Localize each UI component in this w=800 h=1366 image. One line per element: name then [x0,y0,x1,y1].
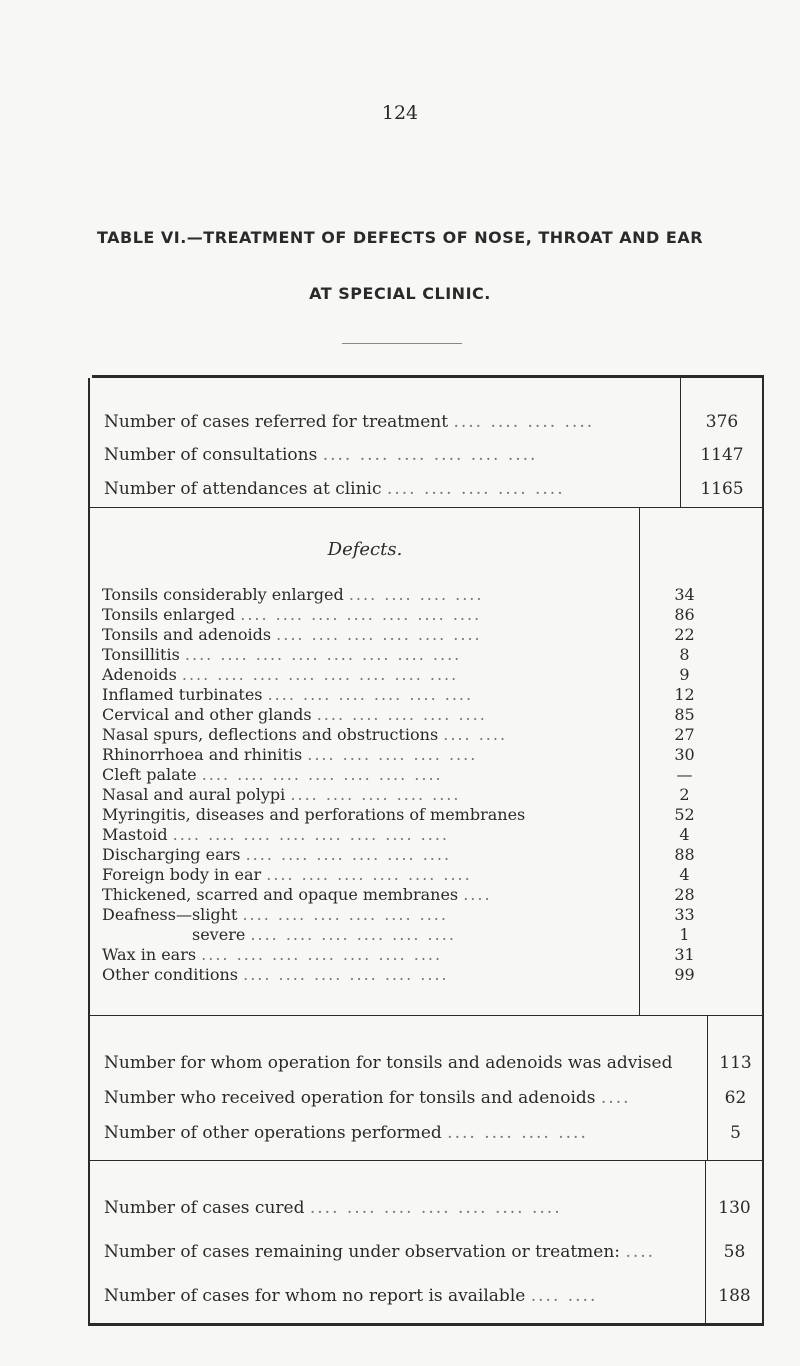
defect-row [90,645,762,665]
defect-row [90,765,762,785]
row-label: Other conditions [102,965,239,984]
row-value: 1165 [700,479,744,499]
row-value: 88 [674,845,695,864]
row-label: Number of other operations performed [104,1123,442,1143]
row-value: 12 [674,685,695,704]
leader-dots: .... .... .... .... .... .... .... [201,945,443,964]
row-label: Number of cases referred for treatment [104,412,449,432]
row-label: Number of consultations [104,445,318,465]
row-label: Wax in ears [102,945,197,964]
leader-dots: .... .... .... .... .... .... [267,685,474,704]
row-label: Tonsillitis [102,645,180,664]
row-value: 130 [718,1198,751,1218]
table-title: TABLE VI.—TREATMENT OF DEFECTS OF NOSE, THROAT AND EAR [96,228,704,247]
defect-row [90,585,762,605]
defect-row [90,745,762,765]
row-value: 30 [674,745,695,764]
leader-dots: .... .... .... .... .... .... .... [309,1198,562,1218]
leader-dots: .... .... .... .... .... .... [250,925,456,944]
leader-dots: .... .... [443,725,508,744]
row-label: Nasal and aural polypi [102,785,286,804]
row-label: Foreign body in ear [102,865,262,884]
row-value: 52 [674,805,695,824]
row-label: Tonsils enlarged [102,605,236,624]
operations-section [88,1016,764,1161]
defect-row [90,685,762,705]
leader-dots: .... .... .... .... .... .... .... .... [181,665,459,684]
row-label: Myringitis, diseases and perforations of membranes [102,805,526,824]
row-value: 4 [679,825,690,844]
row-value: 188 [718,1286,751,1306]
row-label: Thickened, scarred and opaque membranes [102,885,459,904]
defect-row [90,825,762,845]
defect-row [90,925,762,945]
leader-dots: .... .... .... .... .... [386,479,565,499]
leader-dots: .... .... .... .... .... .... .... [201,765,443,784]
defect-row [90,905,762,925]
row-value: 62 [724,1088,747,1108]
leader-dots: .... .... .... .... [453,412,595,432]
defect-row [90,785,762,805]
leader-dots: .... .... .... .... .... .... [243,965,449,984]
row-value: 86 [674,605,695,624]
row-value: — [676,765,693,784]
row-value: 28 [674,885,695,904]
leader-dots: .... .... .... .... .... .... [276,625,482,644]
defect-row [90,965,762,985]
leader-dots: .... .... .... .... .... .... .... [240,605,482,624]
row-value: 1147 [700,445,744,465]
row-value: 31 [674,945,695,964]
row-label: Rhinorrhoea and rhinitis [102,745,303,764]
row-label: Number of cases for whom no report is available [104,1286,526,1306]
table-subtitle: AT SPECIAL CLINIC. [309,284,491,303]
row-label: Discharging ears [102,845,241,864]
row-value: 1 [679,925,690,944]
leader-dots: .... .... .... .... .... [316,705,487,724]
row-label: Adenoids [102,665,177,684]
defect-row [90,705,762,725]
row-label: Number for whom operation for tonsils and adenoids was advised [104,1053,673,1073]
leader-dots: .... [463,885,492,904]
row-value: 27 [674,725,695,744]
leader-dots: .... .... .... .... .... [307,745,478,764]
row-value: 113 [719,1053,752,1073]
leader-dots: .... .... .... .... .... [290,785,461,804]
row-value: 9 [679,665,690,684]
row-value: 5 [730,1123,741,1143]
row-value: 99 [674,965,695,984]
defect-row [90,725,762,745]
defects-section [88,508,764,1016]
row-label: Number of cases remaining under observation or treatmen: [104,1242,621,1262]
page-number: 124 [381,102,419,124]
row-value: 85 [674,705,695,724]
row-label: severe [192,925,246,944]
row-label: Inflamed turbinates [102,685,263,704]
leader-dots: .... .... .... .... .... .... [266,865,472,884]
defect-row [90,945,762,965]
row-value: 22 [674,625,695,644]
row-label: Cleft palate [102,765,197,784]
defect-row [90,665,762,685]
outcomes-section [88,1161,764,1326]
summary-section [88,378,764,508]
row-value: 376 [705,412,739,432]
defect-row [90,625,762,645]
defect-row [90,805,762,825]
leader-dots: .... [625,1242,656,1262]
defect-row [90,865,762,885]
row-label: Tonsils and adenoids [102,625,272,644]
row-value: 34 [674,585,695,604]
row-value: 4 [679,865,690,884]
leader-dots: .... .... .... .... [447,1123,588,1143]
leader-dots: .... .... .... .... .... .... [242,905,448,924]
row-value: 8 [679,645,690,664]
leader-dots: .... .... .... .... [348,585,484,604]
row-value: 2 [679,785,690,804]
row-label: Mastoid [102,825,168,844]
row-label: Deafness—slight [102,905,238,924]
leader-dots: .... .... [530,1286,598,1306]
leader-dots: .... .... .... .... .... .... [322,445,538,465]
row-value: 58 [723,1242,746,1262]
leader-dots: .... [600,1088,631,1108]
row-value: 33 [674,905,695,924]
defect-row [90,885,762,905]
row-label: Cervical and other glands [102,705,312,724]
defect-row [90,605,762,625]
defect-row [90,845,762,865]
leader-dots: .... .... .... .... .... .... .... .... [184,645,462,664]
leader-dots: .... .... .... .... .... .... .... .... [172,825,450,844]
leader-dots: .... .... .... .... .... .... [245,845,452,864]
row-label: Nasal spurs, deflections and obstructions [102,725,439,744]
row-label: Number of attendances at clinic [104,479,382,499]
row-label: Tonsils considerably enlarged [102,585,344,604]
short-divider [342,343,462,344]
row-label: Number who received operation for tonsils and adenoids [104,1088,596,1108]
defects-heading: Defects. [327,539,403,560]
row-label: Number of cases cured [104,1198,305,1218]
